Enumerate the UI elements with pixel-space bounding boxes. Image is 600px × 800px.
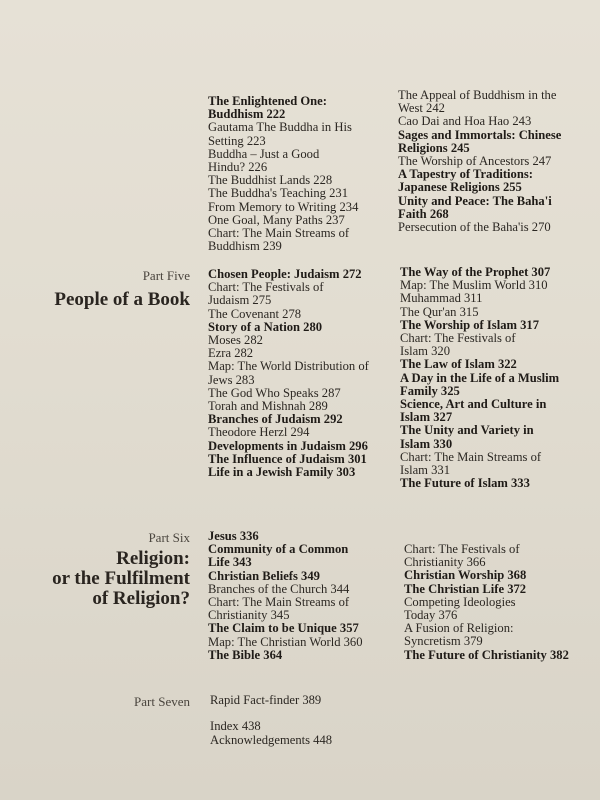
toc-entry: The Future of Islam 333 [400, 476, 530, 491]
toc-entry: Buddhism 239 [208, 239, 282, 254]
toc-entry: Christian Worship 368 [404, 568, 527, 583]
toc-column [398, 89, 561, 234]
toc-entry: Life in a Jewish Family 303 [208, 465, 356, 480]
toc-entry: Jesus 336 [208, 529, 259, 543]
toc-entry: Unity and Peace: The Baha'i [398, 193, 552, 208]
toc-entry: Community of a Common [208, 542, 349, 557]
toc-entry: A Tapestry of Traditions: [398, 167, 533, 182]
toc-entry: Map: The World Distribution of [208, 359, 369, 374]
toc-entry: Persecution of the Baha'is 270 [398, 220, 551, 235]
toc-entry: The Law of Islam 322 [400, 357, 517, 372]
toc-entry: Faith 268 [398, 206, 449, 221]
toc-entry: The Bible 364 [208, 647, 283, 662]
toc-entry: Rapid Fact-finder 389 [210, 693, 322, 707]
toc-entry: Buddhism 222 [208, 107, 286, 122]
toc-entry: Torah and Mishnah 289 [208, 399, 328, 414]
toc-entry: Buddha – Just a Good [208, 146, 320, 161]
toc-entry: Chart: The Main Streams of [208, 595, 350, 610]
part-title [54, 290, 190, 310]
toc-entry: The Future of Christianity 382 [404, 647, 569, 662]
toc-entry: The Worship of Ancestors 247 [398, 154, 552, 169]
toc-entry: Syncretism 379 [404, 634, 483, 649]
toc-entry: Acknowledgements 448 [210, 732, 333, 747]
toc-entry: Sages and Immortals: Chinese [398, 127, 562, 142]
toc-entry: A Day in the Life of a Muslim [400, 370, 560, 385]
toc-entry: Family 325 [400, 383, 460, 398]
toc-entry: The Unity and Variety in [400, 423, 534, 438]
toc-entry: Christianity 366 [404, 555, 486, 570]
toc-entry: Chart: The Festivals of [208, 280, 324, 295]
toc-entry: Cao Dai and Hoa Hao 243 [398, 114, 532, 129]
toc-entry: Religions 245 [398, 140, 470, 155]
toc-entry: Jews 283 [208, 372, 255, 387]
toc-entry: Christianity 345 [208, 608, 290, 623]
part-title-line: People of a Book [54, 289, 190, 310]
toc-entry: Developments in Judaism 296 [208, 438, 368, 453]
toc-entry: Gautama The Buddha in His [208, 120, 352, 135]
toc-entry: Islam 331 [400, 463, 451, 478]
toc-entry: Branches of the Church 344 [208, 581, 350, 596]
toc-entry: The Qur'an 315 [400, 304, 479, 319]
toc-entry: Branches of Judaism 292 [208, 412, 343, 427]
toc-entry: Islam 320 [400, 344, 451, 359]
toc-entry: Chart: The Main Streams of [400, 449, 542, 464]
toc-entry: The Enlightened One: [208, 94, 327, 108]
toc-entry: Competing Ideologies [404, 594, 516, 609]
part-title-line: Religion: [116, 548, 190, 569]
toc-entry: The Buddha's Teaching 231 [208, 186, 349, 201]
toc-entry: Index 438 [210, 719, 261, 734]
part-title-line: or the Fulfilment [52, 568, 190, 589]
toc-entry: Map: The Muslim World 310 [400, 278, 548, 293]
toc-column [208, 268, 369, 479]
toc-entry: Chart: The Festivals of [400, 331, 516, 346]
part-label: Part Five [142, 268, 190, 283]
toc-entry: Moses 282 [208, 333, 263, 348]
toc-entry: The Appeal of Buddhism in the [398, 88, 557, 102]
toc-entry: Science, Art and Culture in [400, 397, 547, 412]
toc-entry: The Buddhist Lands 228 [208, 173, 333, 188]
toc-column [208, 95, 358, 253]
toc-entry: The Way of the Prophet 307 [400, 265, 551, 279]
part-label: Part Seven [134, 694, 190, 709]
toc-entry: Ezra 282 [208, 346, 254, 361]
toc-entry: The God Who Speaks 287 [208, 385, 341, 400]
toc-entry: The Worship of Islam 317 [400, 317, 540, 332]
toc-entry: The Influence of Judaism 301 [208, 451, 367, 466]
toc-entry: Life 343 [208, 555, 252, 570]
part-title-line: of Religion? [92, 588, 190, 609]
toc-entry: Today 376 [404, 608, 458, 623]
toc-entry: Hindu? 226 [208, 160, 268, 175]
toc-column [404, 543, 569, 662]
toc-entry: The Claim to be Unique 357 [208, 621, 359, 636]
toc-entry: Chosen People: Judaism 272 [208, 267, 362, 281]
toc-entry: The Covenant 278 [208, 306, 302, 321]
toc-entry: Muhammad 311 [400, 291, 483, 306]
part-title [52, 549, 190, 609]
toc-entry: West 242 [398, 101, 445, 116]
toc-entry: Christian Beliefs 349 [208, 568, 320, 583]
toc-entry: The Christian Life 372 [404, 581, 527, 596]
toc-entry: Map: The Christian World 360 [208, 634, 363, 649]
toc-column [210, 694, 332, 747]
toc-entry: A Fusion of Religion: [404, 621, 514, 636]
toc-column [400, 266, 559, 490]
part-label: Part Six [148, 530, 190, 545]
toc-entry: Judaism 275 [208, 293, 272, 308]
toc-entry: From Memory to Writing 234 [208, 199, 359, 214]
toc-entry: Chart: The Festivals of [404, 542, 520, 556]
toc-entry: Theodore Herzl 294 [208, 425, 310, 440]
toc-entry: Islam 330 [400, 436, 453, 451]
toc-column [208, 530, 363, 662]
toc-entry: Islam 327 [400, 410, 453, 425]
toc-entry: Story of a Nation 280 [208, 319, 323, 334]
toc-entry: Chart: The Main Streams of [208, 226, 350, 241]
toc-entry: One Goal, Many Paths 237 [208, 212, 345, 227]
toc-entry: Setting 223 [208, 133, 266, 148]
toc-entry: Japanese Religions 255 [398, 180, 522, 195]
